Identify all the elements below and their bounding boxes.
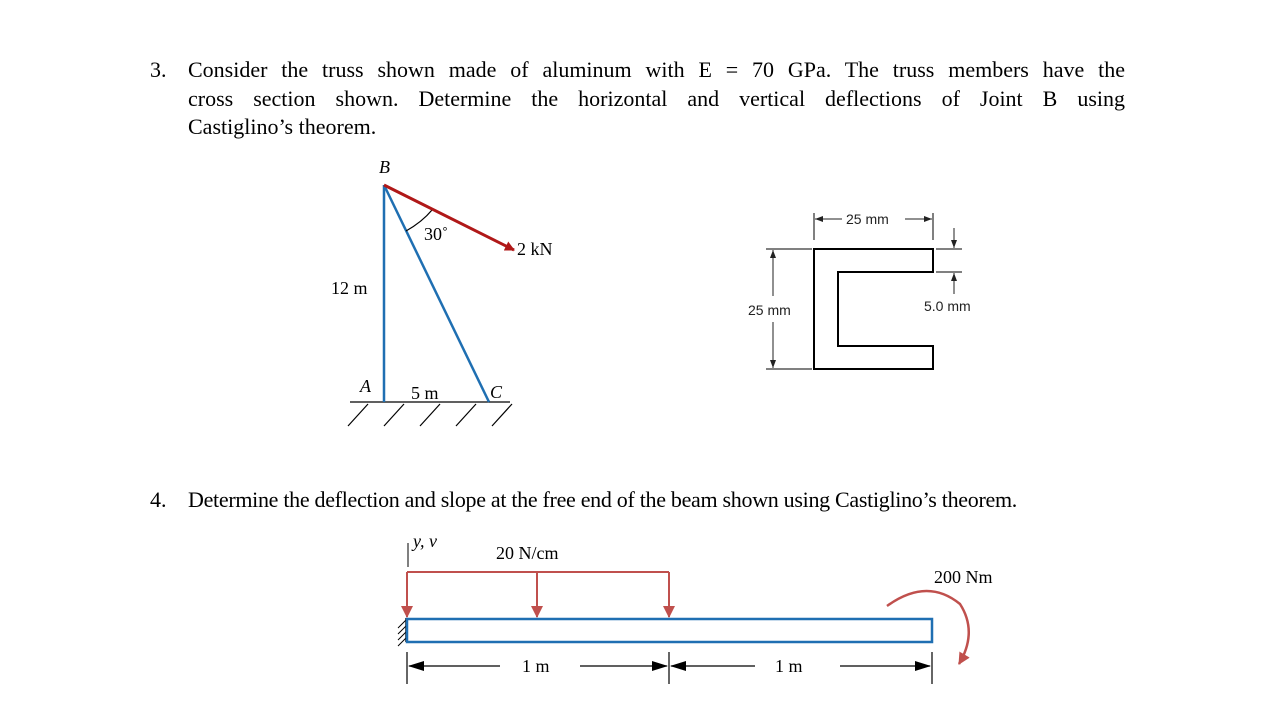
beam-diagram: [398, 543, 969, 684]
joint-a-label: A: [360, 376, 371, 396]
load-label: 2 kN: [517, 239, 553, 259]
angle-label: 30˚: [424, 224, 448, 244]
load-arrow: [384, 185, 514, 250]
problem-3-line-1: Consider the truss shown made of aluminum with E = 70 GPa. The truss members have the: [188, 57, 1125, 82]
span-2-label: 1 m: [775, 656, 803, 676]
beam: [407, 619, 932, 642]
problem-4-number: 4.: [150, 487, 167, 512]
section-thickness-label: 5.0 mm: [924, 298, 971, 314]
wall-hatching: [398, 620, 406, 646]
ground-hatching: [348, 404, 512, 426]
problem-3-number: 3.: [150, 57, 167, 82]
channel-section: [814, 249, 933, 369]
problem-3-line-3: Castiglino’s theorem.: [188, 114, 377, 139]
axis-label: y, v: [413, 531, 437, 551]
distributed-load-label: 20 N/cm: [496, 543, 559, 563]
joint-b-label: B: [379, 157, 390, 177]
moment-label: 200 Nm: [934, 567, 993, 587]
problem-3-line-2: cross section shown. Determine the horizontal and vertical deflections of Joint B using: [188, 85, 1125, 111]
member-bc: [384, 185, 489, 402]
problem-4-text: Determine the deflection and slope at the free end of the beam shown using Castiglino’s theorem.: [188, 487, 1017, 512]
cross-section-diagram: [766, 213, 962, 369]
beam-dimension-lines: [407, 652, 932, 684]
span-1-label: 1 m: [522, 656, 550, 676]
joint-c-label: C: [490, 382, 503, 402]
section-height-label: 25 mm: [748, 302, 791, 318]
section-width-label: 25 mm: [846, 211, 889, 227]
height-label: 12 m: [331, 278, 368, 298]
base-label: 5 m: [411, 383, 439, 403]
